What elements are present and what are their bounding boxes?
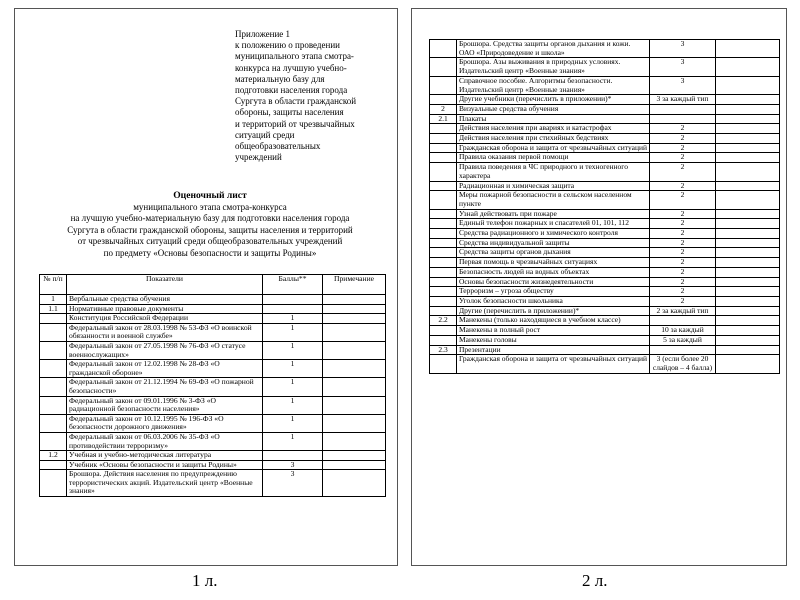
row-indicator: Федеральный закон от 27.05.1998 № 76-ФЗ «О статусе военнослужащих»: [67, 341, 263, 359]
row-points: 3 (если более 20 слайдов – 4 балла): [650, 355, 716, 373]
row-indicator: Гражданская оборона и защита от чрезвычайных ситуаций: [457, 143, 650, 153]
row-indicator: Средства радиационного и химического контроля: [457, 229, 650, 239]
row-points: 3 за каждый тип: [650, 95, 716, 105]
appendix-line: подготовки населения города: [235, 85, 348, 96]
row-note: [716, 238, 780, 248]
row-indicator: Федеральный закон от 10.12.1995 № 196-ФЗ «О безопасности дорожного движения»: [67, 414, 263, 432]
table-row: [430, 355, 780, 373]
table-row: [430, 326, 780, 336]
row-number: [430, 258, 457, 268]
row-note: [716, 181, 780, 191]
row-number: [40, 360, 67, 378]
row-number: [430, 355, 457, 373]
row-points: [650, 114, 716, 124]
row-number: [430, 238, 457, 248]
table-row: [430, 143, 780, 153]
table-row: [40, 451, 386, 461]
row-number: 2.1: [430, 114, 457, 124]
document-page-2: [411, 8, 787, 566]
row-points: 1: [263, 378, 323, 396]
row-number: [40, 378, 67, 396]
row-indicator: Средства индивидуальной защиты: [457, 238, 650, 248]
row-indicator: Конституция Российской Федерации: [67, 314, 263, 324]
table-row: [430, 76, 780, 94]
row-number: [40, 470, 67, 497]
row-note: [716, 40, 780, 58]
row-note: [716, 104, 780, 114]
row-number: [430, 326, 457, 336]
row-note: [716, 306, 780, 316]
document-title: [39, 190, 381, 259]
row-number: [430, 40, 457, 58]
row-indicator: Другие учебники (перечислить в приложении)*: [457, 95, 650, 105]
row-note: [323, 341, 386, 359]
table-row: [430, 40, 780, 58]
row-points: 1: [263, 414, 323, 432]
table-header-row: [40, 275, 386, 295]
row-points: 1: [263, 323, 323, 341]
row-points: [263, 295, 323, 305]
page-label-1: 1 л.: [192, 571, 218, 590]
row-points: 2: [650, 124, 716, 134]
document-page-1: [14, 8, 398, 566]
row-number: [430, 58, 457, 76]
row-indicator: Справочное пособие. Алгоритмы безопасности. Издательский центр «Военные знания»: [457, 76, 650, 94]
table-row: [430, 114, 780, 124]
table-row: [430, 229, 780, 239]
col-header-indicators: Показатели: [67, 275, 263, 295]
appendix-line: общеобразовательных: [235, 141, 321, 152]
row-indicator: Средства защиты органов дыхания: [457, 248, 650, 258]
row-note: [716, 209, 780, 219]
row-note: [716, 191, 780, 209]
table-row: [430, 306, 780, 316]
appendix-line: и территорий от чрезвычайных: [235, 118, 355, 129]
row-indicator: Манекены головы: [457, 335, 650, 345]
row-note: [323, 360, 386, 378]
row-number: [40, 460, 67, 470]
table-row: [40, 378, 386, 396]
evaluation-table-page-2: [429, 39, 779, 374]
row-note: [716, 114, 780, 124]
row-indicator: Уголок безопасности школьника: [457, 296, 650, 306]
row-points: 2: [650, 287, 716, 297]
row-number: [430, 229, 457, 239]
row-points: 3: [263, 470, 323, 497]
evaluation-table-page-1: [39, 274, 385, 497]
row-indicator: Меры пожарной безопасности в сельском населенном пункте: [457, 191, 650, 209]
col-header-note: Примечание: [323, 275, 386, 295]
row-indicator: Брошюра. Действия населения по предупреждению террористических акций. Издательский центр «Военные знания»: [67, 470, 263, 497]
row-note: [716, 134, 780, 144]
row-indicator: Правила оказания первой помощи: [457, 153, 650, 163]
row-number: 1: [40, 295, 67, 305]
appendix-line: муниципального этапа смотра-: [235, 51, 354, 62]
appendix-line: конкурса на лучшую учебно-: [235, 62, 347, 73]
table-row: [40, 432, 386, 450]
row-points: [650, 316, 716, 326]
appendix-line: материальную базу для: [235, 73, 325, 84]
table-row: [430, 191, 780, 209]
row-points: [650, 345, 716, 355]
row-note: [716, 355, 780, 373]
row-note: [323, 414, 386, 432]
table-row: [430, 209, 780, 219]
row-note: [323, 295, 386, 305]
row-note: [323, 378, 386, 396]
row-number: [430, 153, 457, 163]
row-number: 1.1: [40, 304, 67, 314]
table-row: [40, 314, 386, 324]
row-points: 2: [650, 143, 716, 153]
row-number: 1.2: [40, 451, 67, 461]
row-number: [430, 76, 457, 94]
table-row: [430, 335, 780, 345]
table-row: [430, 104, 780, 114]
row-number: [40, 414, 67, 432]
row-points: 2: [650, 267, 716, 277]
row-indicator: Основы безопасности жизнедеятельности: [457, 277, 650, 287]
table-row: [430, 277, 780, 287]
row-points: 2: [650, 163, 716, 181]
row-note: [323, 460, 386, 470]
row-points: 1: [263, 314, 323, 324]
table-row: [430, 219, 780, 229]
row-indicator: Федеральный закон от 12.02.1998 № 28-ФЗ «О гражданской обороне»: [67, 360, 263, 378]
row-indicator: Единый телефон пожарных и спасателей 01, 101, 112: [457, 219, 650, 229]
row-points: 2: [650, 134, 716, 144]
row-number: [430, 95, 457, 105]
appendix-line: ситуаций среди: [235, 129, 295, 140]
row-number: [430, 277, 457, 287]
row-note: [323, 396, 386, 414]
row-indicator: Брошюра. Азы выживания в природных условиях. Издательский центр «Военные знания»: [457, 58, 650, 76]
row-indicator: Гражданская оборона и защита от чрезвычайных ситуаций: [457, 355, 650, 373]
row-note: [716, 153, 780, 163]
row-points: 1: [263, 341, 323, 359]
appendix-line: обороны, защиты населения: [235, 107, 344, 118]
row-points: 2: [650, 209, 716, 219]
row-number: [430, 124, 457, 134]
row-indicator: Нормативные правовые документы: [67, 304, 263, 314]
row-note: [716, 267, 780, 277]
page-label-2: 2 л.: [582, 571, 608, 590]
row-number: [40, 341, 67, 359]
row-indicator: Учебник «Основы безопасности и защиты Родины»: [67, 460, 263, 470]
table-row: [430, 181, 780, 191]
row-number: [430, 219, 457, 229]
table-row: [430, 287, 780, 297]
row-note: [716, 345, 780, 355]
table-row: [40, 414, 386, 432]
table-row: [430, 134, 780, 144]
row-indicator: Действия населения при авариях и катастрофах: [457, 124, 650, 134]
row-note: [323, 304, 386, 314]
row-points: 3: [263, 460, 323, 470]
row-note: [716, 296, 780, 306]
appendix-line: к положению о проведении: [235, 40, 340, 51]
table-row: [430, 95, 780, 105]
row-number: [430, 134, 457, 144]
row-number: [430, 209, 457, 219]
appendix-line: Сургута в области гражданской: [235, 96, 357, 107]
table-row: [430, 238, 780, 248]
row-points: 3: [650, 58, 716, 76]
row-note: [716, 326, 780, 336]
row-points: 2: [650, 277, 716, 287]
row-note: [716, 287, 780, 297]
table-row: [40, 323, 386, 341]
row-indicator: Вербальные средства обучения: [67, 295, 263, 305]
row-points: 1: [263, 432, 323, 450]
row-note: [323, 451, 386, 461]
row-note: [716, 335, 780, 345]
row-indicator: Радиационная и химическая защита: [457, 181, 650, 191]
title-line: от чрезвычайных ситуаций среди общеобразовательных учреждений: [77, 236, 343, 246]
row-indicator: Первая помощь в чрезвычайных ситуациях: [457, 258, 650, 268]
table-row: [430, 258, 780, 268]
row-indicator: Презентации: [457, 345, 650, 355]
row-note: [716, 248, 780, 258]
row-points: [263, 304, 323, 314]
row-number: [430, 143, 457, 153]
row-points: 2 за каждый тип: [650, 306, 716, 316]
table-row: [40, 460, 386, 470]
table-row: [40, 360, 386, 378]
row-indicator: Учебная и учебно-методическая литература: [67, 451, 263, 461]
row-indicator: Узнай действовать при пожаре: [457, 209, 650, 219]
row-points: 5 за каждый: [650, 335, 716, 345]
table-row: [40, 470, 386, 497]
row-note: [716, 124, 780, 134]
row-indicator: Другие (перечислить в приложении)*: [457, 306, 650, 316]
row-points: 2: [650, 296, 716, 306]
row-note: [716, 58, 780, 76]
appendix-line: Приложение 1: [235, 29, 291, 39]
row-points: 2: [650, 248, 716, 258]
appendix-header: [235, 29, 388, 163]
row-note: [716, 163, 780, 181]
row-indicator: Федеральный закон от 09.01.1996 № 3-ФЗ «О радиационной безопасности населения»: [67, 396, 263, 414]
row-number: [430, 335, 457, 345]
appendix-line: учреждений: [235, 152, 282, 163]
row-points: 10 за каждый: [650, 326, 716, 336]
row-points: 2: [650, 229, 716, 239]
table-row: [40, 341, 386, 359]
row-note: [323, 470, 386, 497]
row-note: [716, 95, 780, 105]
title-line: на лучшую учебно-материальную базу для подготовки населения города: [70, 213, 350, 223]
row-indicator: Манекены (только находящиеся в учебном классе): [457, 316, 650, 326]
table-row: [40, 295, 386, 305]
row-points: [650, 104, 716, 114]
row-indicator: Федеральный закон от 21.12.1994 № 69-ФЗ «О пожарной безопасности»: [67, 378, 263, 396]
table-row: [430, 58, 780, 76]
row-number: [40, 314, 67, 324]
row-indicator: Федеральный закон от 28.03.1998 № 53-ФЗ «О воинской обязанности и военной службе»: [67, 323, 263, 341]
table-row: [430, 316, 780, 326]
row-note: [323, 432, 386, 450]
row-number: 2.3: [430, 345, 457, 355]
row-indicator: Визуальные средства обучения: [457, 104, 650, 114]
title-main: Оценочный лист: [173, 190, 247, 201]
col-header-num: № п/п: [40, 275, 67, 295]
row-points: [263, 451, 323, 461]
row-points: 2: [650, 153, 716, 163]
row-points: 3: [650, 76, 716, 94]
row-points: 3: [650, 40, 716, 58]
row-indicator: Федеральный закон от 06.03.2006 № 35-ФЗ «О противодействии терроризму»: [67, 432, 263, 450]
row-number: 2.2: [430, 316, 457, 326]
row-note: [323, 323, 386, 341]
row-note: [716, 277, 780, 287]
row-number: [430, 296, 457, 306]
row-note: [716, 258, 780, 268]
row-points: 2: [650, 191, 716, 209]
row-note: [716, 143, 780, 153]
title-line: муниципального этапа смотра-конкурса: [133, 201, 287, 212]
row-number: [430, 181, 457, 191]
table-row: [40, 396, 386, 414]
title-line: по предмету «Основы безопасности и защиты Родины»: [103, 247, 317, 258]
row-indicator: Действия населения при стихийных бедствиях: [457, 134, 650, 144]
row-number: 2: [430, 104, 457, 114]
table-row: [40, 304, 386, 314]
row-note: [716, 229, 780, 239]
table-row: [430, 267, 780, 277]
table-row: [430, 163, 780, 181]
row-points: 2: [650, 181, 716, 191]
row-number: [40, 323, 67, 341]
row-points: 1: [263, 396, 323, 414]
table-row: [430, 153, 780, 163]
row-note: [716, 219, 780, 229]
row-indicator: Брошюра. Средства защиты органов дыхания и кожи. ОАО «Природоведение и школа»: [457, 40, 650, 58]
row-indicator: Правила поведения в ЧС природного и техногенного характера: [457, 163, 650, 181]
row-indicator: Плакаты: [457, 114, 650, 124]
row-number: [430, 306, 457, 316]
row-points: 2: [650, 258, 716, 268]
row-number: [430, 267, 457, 277]
row-indicator: Безопасность людей на водных объектах: [457, 267, 650, 277]
table-row: [430, 248, 780, 258]
row-number: [40, 432, 67, 450]
col-header-points: Баллы**: [263, 275, 323, 295]
row-number: [40, 396, 67, 414]
row-number: [430, 287, 457, 297]
row-number: [430, 163, 457, 181]
row-points: 2: [650, 219, 716, 229]
table-row: [430, 345, 780, 355]
row-points: 1: [263, 360, 323, 378]
title-line: Сургута в области гражданской обороны, защиты населения и территорий: [67, 224, 353, 235]
table-row: [430, 124, 780, 134]
row-points: 2: [650, 238, 716, 248]
row-indicator: Терроризм – угроза обществу: [457, 287, 650, 297]
row-note: [716, 316, 780, 326]
row-note: [716, 76, 780, 94]
row-number: [430, 191, 457, 209]
row-indicator: Манекены в полный рост: [457, 326, 650, 336]
table-row: [430, 296, 780, 306]
row-note: [323, 314, 386, 324]
row-number: [430, 248, 457, 258]
